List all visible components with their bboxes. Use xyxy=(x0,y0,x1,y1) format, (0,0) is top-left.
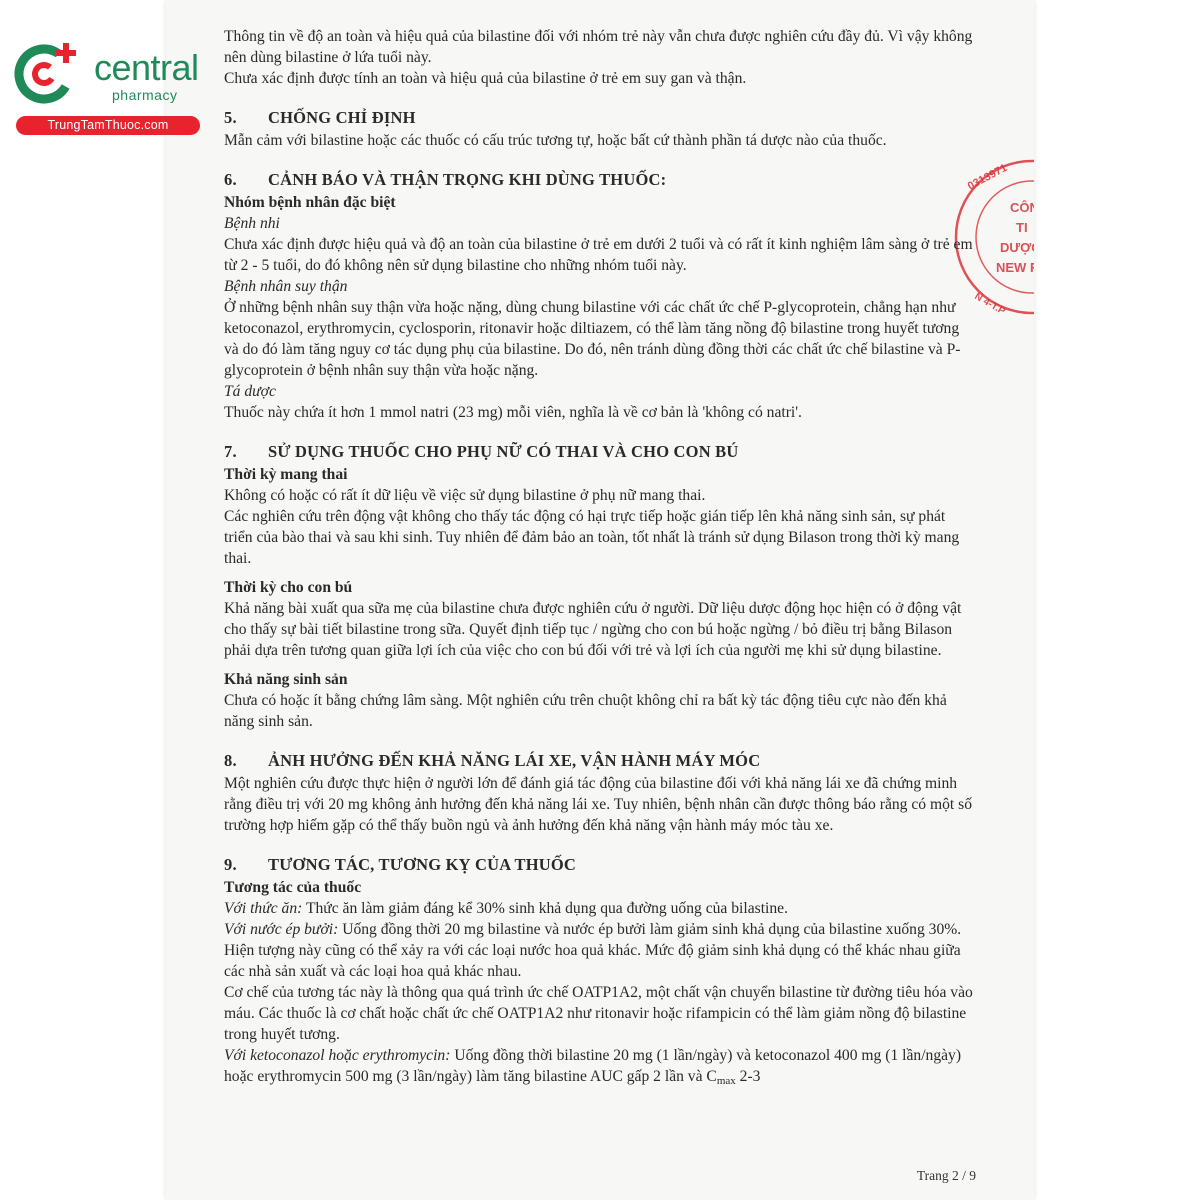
stamp-text-4: DƯỢC xyxy=(1000,240,1041,255)
section-9-ketoconazole-label: Với ketoconazol hoặc erythromycin: xyxy=(224,1047,451,1064)
section-6-renal-label: Bệnh nhân suy thận xyxy=(224,278,348,295)
section-9-grapefruit-text: Uống đồng thời 20 mg bilastine và nước ép bưởi làm giảm sinh khả dụng của bilastine xuống 30%. Hiện tượng này cũng có thể xảy ra với các loại nước hoa quả khác. Mức độ giảm sinh khả dụng có thể khác nhau giữa các nhà sản xuất và các loại hoa quả khác nhau. xyxy=(224,921,962,980)
section-6-pediatric-paragraph: Chưa xác định được hiệu quả và độ an toàn của bilastine ở trẻ em dưới 2 tuổi và có rất ít kinh nghiệm lâm sàng ở trẻ em từ 2 - 5 tuổi, do đó không nên sử dụng bilastine cho những nhóm tuổi này. xyxy=(224,236,973,274)
section-9-title: TƯƠNG TÁC, TƯƠNG KỴ CỦA THUỐC xyxy=(268,855,577,874)
stamp-text-5: NEW F xyxy=(996,260,1038,275)
section-7-pregnancy-paragraph-1: Không có hoặc có rất ít dữ liệu về việc sử dụng bilastine ở phụ nữ mang thai. xyxy=(224,487,706,504)
stamp-text-2: CÔN xyxy=(1010,200,1039,215)
section-9-grapefruit-label: Với nước ép bưởi: xyxy=(224,921,339,938)
section-6-pediatric-label: Bệnh nhi xyxy=(224,215,280,232)
section-6-renal-paragraph: Ở những bệnh nhân suy thận vừa hoặc nặng, dùng chung bilastine với các chất ức chế P-glycoprotein, chẳng hạn như ketoconazol, erythromycin, cyclosporin, ritonavir hoặc diltiazem, có thể làm tăng nồng độ bilastine trong huyết tương và do đó làm tăng nguy cơ tác dụng phụ của bilastine. Do đó, nên tránh dùng đồng thời các chất ức chế bilastine và P-glycoprotein ở bệnh nhân suy thận vừa hoặc nặng. xyxy=(224,299,961,379)
stamp-text-1: 0313971 xyxy=(965,161,1010,193)
document-body xyxy=(224,26,976,1092)
central-logo-icon xyxy=(8,38,92,110)
section-6-number: 6. xyxy=(224,170,237,189)
section-7-lactation-heading: Thời kỳ cho con bú xyxy=(224,579,353,596)
section-6-heading xyxy=(224,169,976,190)
section-9-cmax-subscript: max xyxy=(716,1075,736,1087)
section-5-title: CHỐNG CHỈ ĐỊNH xyxy=(268,108,416,127)
section-7-fertility-paragraph: Chưa có hoặc ít bằng chứng lâm sàng. Một nghiên cứu trên chuột không chỉ ra bất kỳ tác động tiêu cực nào đến khả năng sinh sản. xyxy=(224,692,947,730)
section-6-excipient-label: Tá dược xyxy=(224,383,276,400)
intro-paragraph-2: Chưa xác định được tính an toàn và hiệu quả của bilastine ở trẻ em suy gan và thận. xyxy=(224,70,747,87)
intro-paragraph-1: Thông tin về độ an toàn và hiệu quả của bilastine đối với nhóm trẻ này vẫn chưa được nghiên cứu đầy đủ. Vì vậy không nên dùng bilastine ở lứa tuổi này. xyxy=(224,28,973,66)
section-6-title: CẢNH BÁO VÀ THẬN TRỌNG KHI DÙNG THUỐC: xyxy=(268,170,667,189)
section-9-food-paragraph xyxy=(224,898,976,919)
section-8-paragraph: Một nghiên cứu được thực hiện ở người lớn để đánh giá tác động của bilastine đối với khả năng lái xe đã chứng minh rằng điều trị với 20 mg không ảnh hưởng đến khả năng lái xe. Tuy nhiên, bệnh nhân cần được thông báo rằng có một số trường hợp hiếm gặp có thể thấy buồn ngủ và ảnh hưởng đến khả năng vận hành máy móc tàu xe. xyxy=(224,775,972,834)
section-9-ketoconazole-text-end: 2-3 xyxy=(735,1068,761,1085)
section-9-mechanism-paragraph: Cơ chế của tương tác này là thông qua quá trình ức chế OATP1A2, một chất vận chuyển bilastine từ đường tiêu hóa vào máu. Các thuốc là cơ chất hoặc chất ức chế OATP1A2 như ritonavir hoặc rifampicin có thể làm giảm nồng độ bilastine trong huyết tương. xyxy=(224,984,973,1043)
logo-wordmark: central xyxy=(94,47,199,88)
section-9-ketoconazole-text: Uống đồng thời bilastine 20 mg (1 lần/ngày) và ketoconazol 400 mg (1 lần/ngày) hoặc erythromycin 500 mg (3 lần/ngày) làm tăng bilastine AUC gấp 2 lần và C xyxy=(224,1047,962,1085)
section-8-heading xyxy=(224,750,976,771)
section-5-number: 5. xyxy=(224,108,237,127)
section-7-title: SỬ DỤNG THUỐC CHO PHỤ NỮ CÓ THAI VÀ CHO CON BÚ xyxy=(268,442,739,461)
section-7-heading xyxy=(224,441,976,462)
section-9-food-label: Với thức ăn: xyxy=(224,900,303,917)
section-8-number: 8. xyxy=(224,751,237,770)
section-7-pregnancy-paragraph-2: Các nghiên cứu trên động vật không cho thấy tác động có hại trực tiếp hoặc gián tiếp lên khả năng sinh sản, sự phát triển của bào thai và sau khi sinh. Tuy nhiên để đảm bảo an toàn, tốt nhất là tránh sử dụng Bilason trong thời kỳ mang thai. xyxy=(224,508,960,567)
section-7-number: 7. xyxy=(224,442,237,461)
central-pharmacy-logo xyxy=(8,38,218,138)
section-9-number: 9. xyxy=(224,855,237,874)
stamp-text-3: TI xyxy=(1016,220,1028,235)
page-number: Trang 2 / 9 xyxy=(916,1168,976,1183)
stamp-text-6: N 4-T.P xyxy=(972,291,1007,318)
section-9-food-text: Thức ăn làm giảm đáng kể 30% sinh khả dụng qua đường uống của bilastine. xyxy=(302,900,788,917)
section-6-subheading: Nhóm bệnh nhân đặc biệt xyxy=(224,194,396,211)
section-5-paragraph: Mẫn cảm với bilastine hoặc các thuốc có cấu trúc tương tự, hoặc bất cứ thành phần tá dược nào của thuốc. xyxy=(224,132,887,149)
section-9-ketoconazole-paragraph xyxy=(224,1045,976,1092)
logo-url-badge: TrungTamThuoc.com xyxy=(16,116,200,135)
section-8-title: ẢNH HƯỞNG ĐẾN KHẢ NĂNG LÁI XE, VẬN HÀNH MÁY MÓC xyxy=(268,751,761,770)
section-5-heading xyxy=(224,107,976,128)
section-7-pregnancy-heading: Thời kỳ mang thai xyxy=(224,466,348,483)
section-7-fertility-heading: Khả năng sinh sản xyxy=(224,671,348,688)
section-9-grapefruit-paragraph xyxy=(224,919,976,982)
section-7-lactation-paragraph: Khả năng bài xuất qua sữa mẹ của bilastine chưa được nghiên cứu ở người. Dữ liệu dược động học hiện có ở động vật cho thấy sự bài tiết bilastine trong sữa. Quyết định tiếp tục / ngừng cho con bú hoặc ngừng / bỏ điều trị bằng Bilason phải dựa trên tương quan giữa lợi ích của việc cho con bú đối với trẻ và lợi ích của người mẹ khi sử dụng bilastine. xyxy=(224,600,962,659)
section-9-subheading: Tương tác của thuốc xyxy=(224,879,362,896)
section-9-heading xyxy=(224,854,976,875)
section-6-excipient-paragraph: Thuốc này chứa ít hơn 1 mmol natri (23 mg) mỗi viên, nghĩa là về cơ bản là 'không có natri'. xyxy=(224,404,802,421)
logo-subtitle: pharmacy xyxy=(112,87,178,103)
